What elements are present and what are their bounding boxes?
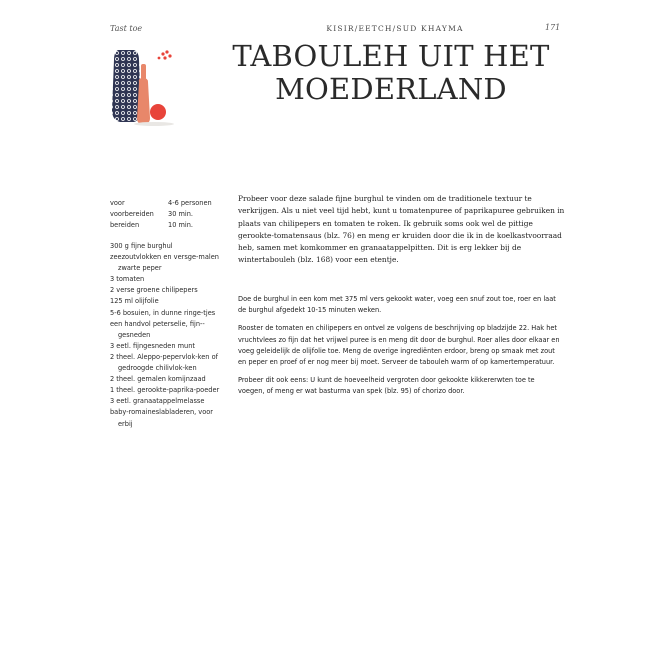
red-ball (150, 104, 166, 120)
meta-servings: voor 4-6 personen (110, 199, 212, 207)
vase-shape (112, 50, 141, 122)
running-head-section: Tast toe (110, 24, 143, 33)
ingredient-item: 300 g fijne burghul (110, 242, 173, 250)
ingredient-item: 3 eetl. fijngesneden munt (110, 341, 195, 350)
bottle-neck (141, 64, 146, 80)
ingredient-item: 3 tomaten (110, 275, 145, 284)
ingredient-item: 5-6 bosuien, in dunne ringe-tjes (110, 308, 216, 317)
meta-prep-time: voorbereiden 30 min. (110, 210, 194, 218)
recipe-intro: Probeer voor deze salade fijne burghul te vinden om de traditionele textuur te verkrijgen. Als u niet veel tijd hebt, kunt u tomatenpuree of paprikapuree gebruiken in plaats van chilipepers en tomaten te roken. Ik gebruik soms ook wel de pittige gerookte-tomatensaus (blz. 76) en meng er kruiden door die ik in de koelkastvoorraad heb, samen met komkommer en granaatappelpitten. Dit is erg lekker bij de wintertabouleh (blz. 168) voor een etentje. (238, 194, 565, 265)
ingredient-item: baby-romaineslabladeren, voor erbij (110, 408, 213, 428)
method-paragraph: Rooster de tomaten en chilipepers en ontvel ze volgens de beschrijving op bladzijde 22. Hak het vruchtvlees zo fijn dat het vrijwel puree is en meng dit door de burghul. Roer alles door elkaar en voeg geleidelijk de olijfolie toe. Meng de overige ingrediënten erdoor, breng op smaak met zout en peper en proef of er nog meer bij moet. Serveer de tabouleh warm of op kamertemperatuur. (238, 324, 560, 367)
ingredient-item: zeezoutvlokken en versge-malen zwarte peper (110, 253, 219, 273)
ingredient-item: 3 eetl. granaatappelmelasse (110, 397, 205, 406)
ingredient-item: 2 theel. gemalen komijnzaad (110, 375, 206, 384)
bottle-body (137, 78, 150, 124)
ingredient-item: 2 theel. Aleppo-pepervlok-ken of gedroogde chilivlok-ken (110, 352, 218, 373)
ingredient-list (110, 241, 228, 430)
running-head-recipe-names: KISIR/EETCH/SUD KHAYMA (326, 24, 464, 33)
meta-cook-time: bereiden 10 min. (110, 221, 194, 229)
ingredient-item: 2 verse groene chilipepers (110, 286, 198, 295)
method-paragraph: Doe de burghul in een kom met 375 ml vers gekookt water, voeg een snuf zout toe, roer en laat de burghul afgedekt 10-15 minuten weken. (238, 295, 556, 315)
page-number: 171 (545, 23, 561, 32)
recipe-method (238, 294, 560, 405)
ingredient-item: een handvol peterselie, fijn-gesneden (110, 319, 205, 339)
title-line-2: MOEDERLAND (275, 72, 507, 106)
ingredient-item: 1 theel. gerookte-paprika-poeder (110, 386, 220, 395)
vase-bottle-illustration (108, 44, 182, 128)
variation-paragraph: Probeer dit ook eens: U kunt de hoeveelheid vergroten door gekookte kikkererwten toe te voegen, of meng er wat basturma van spek (blz. 95) of chorizo door. (238, 376, 535, 396)
title-line-1: TABOULEH UIT HET (232, 39, 550, 73)
recipe-meta (110, 198, 230, 231)
recipe-title (226, 40, 556, 106)
ingredient-item: 125 ml olijfolie (110, 297, 159, 306)
